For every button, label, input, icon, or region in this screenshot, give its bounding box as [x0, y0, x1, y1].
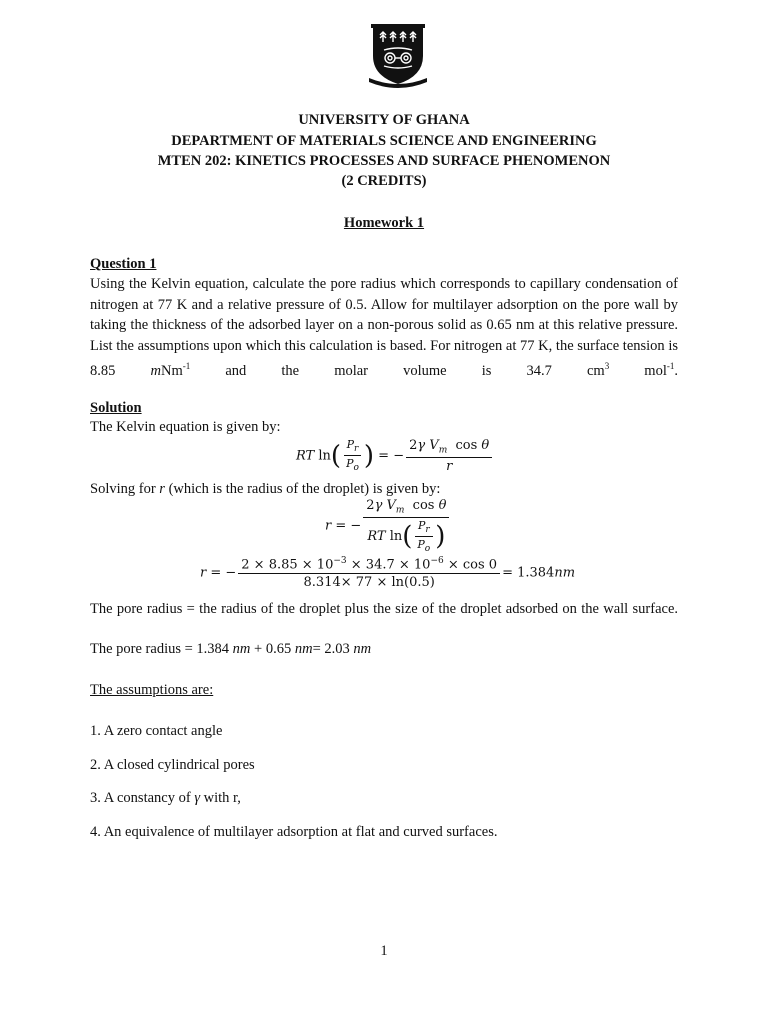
course-credits: (2 CREDITS) — [341, 173, 427, 189]
kelvin-equation: RT ln( $\frac{P_r}{P_o}$ ) = − $\frac{2\gamma V_m \cos \theta}{r}$ — [296, 438, 494, 474]
solution-title: Solution — [90, 400, 142, 416]
numeric-equation: r = − $\frac{2 \times 8.85 \times 10^{-3} \times 34.7 \times 10^{-6} \times \cos 0}{8.314\times 77 \times \ln(0.5)}$ = 1.384nm — [200, 556, 576, 591]
assumption-4: 4. An equivalence of multilayer adsorption at flat and curved surfaces. — [90, 824, 498, 840]
department-name: DEPARTMENT OF MATERIALS SCIENCE AND ENGINEERING — [171, 133, 597, 149]
assumption-2: 2. A closed cylindrical pores — [90, 757, 255, 773]
pore-radius-text: The pore radius = the radius of the droplet plus the size of the droplet adsorbed on the wall surface. — [90, 601, 678, 617]
solving-text: Solving for r (which is the radius of the droplet) is given by: — [90, 481, 441, 497]
assumption-3: 3. A constancy of γ with r, — [90, 790, 241, 806]
university-name: UNIVERSITY OF GHANA — [298, 112, 470, 128]
page-number: 1 — [380, 943, 388, 959]
assumptions-title: The assumptions are: — [90, 682, 214, 698]
solution-intro: The Kelvin equation is given by: — [90, 419, 281, 435]
question-text: Using the Kelvin equation, calculate the pore radius which corresponds to capillary condensation of nitrogen at 77 K and a relative pressure of 0.5. Allow for multilayer adsorption on the pore wall by taking the thickness of the adsorbed layer on a non-porous solid as 0.65 nm at this relative pressure. List the assumptions upon which this calculation is based. For nitrogen at 77 K, the surface tension is 8.85 mNm$^{-1}$ and the molar volume is 34.7 $cm^3$ mol$^{-1}$. — [90, 276, 678, 380]
assumption-1: 1. A zero contact angle — [90, 723, 223, 739]
university-crest-logo — [367, 20, 429, 88]
course-title: MTEN 202: KINETICS PROCESSES AND SURFACE PHENOMENON — [157, 153, 611, 169]
question-title: Question 1 — [90, 256, 157, 272]
radius-equation: r = − 2γ $V_m$ cos θ RT ln( $\frac{P_r}{P_o}$ ) — [325, 498, 451, 554]
pore-radius-calc: The pore radius = 1.384 nm + 0.65 nm= 2.03 nm — [90, 641, 372, 657]
homework-title: Homework 1 — [343, 215, 425, 231]
